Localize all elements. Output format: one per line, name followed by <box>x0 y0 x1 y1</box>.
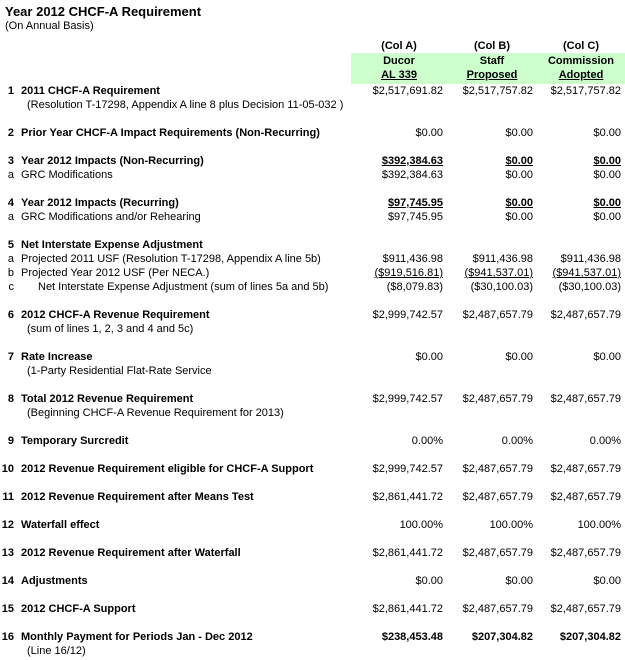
value-col-b: $0.00 <box>505 155 533 167</box>
value-col-b: $0.00 <box>505 211 533 223</box>
column-letter-row <box>0 39 625 53</box>
spacer-cell <box>16 39 351 53</box>
table-row <box>0 462 625 476</box>
row-label: Prior Year CHCF-A Impact Requirements (Non-Recurring) <box>21 127 320 139</box>
value-col-c: $0.00 <box>593 211 621 223</box>
spacer-cell <box>0 644 16 658</box>
value-col-c: $0.00 <box>593 155 621 167</box>
table-row <box>0 196 625 210</box>
table-row <box>0 350 625 364</box>
table-subrow <box>0 406 625 420</box>
table-row <box>0 574 625 588</box>
column-header-row <box>0 53 625 84</box>
table-subrow <box>0 364 625 378</box>
value-col-b: $2,487,657.79 <box>462 603 533 615</box>
row-label: Projected Year 2012 USF (Per NECA.) <box>21 267 210 279</box>
value-col-c: ($941,537.01) <box>552 267 621 279</box>
spacer-cell <box>447 644 537 658</box>
row-sublabel: (1-Party Residential Flat-Rate Service <box>27 365 212 377</box>
row-label: Year 2012 Impacts (Non-Recurring) <box>21 155 204 167</box>
col-b-header-line1: Staff <box>479 55 505 67</box>
table-row <box>0 168 625 182</box>
page-title: Year 2012 CHCF-A Requirement <box>5 4 202 19</box>
value-col-c: $911,436.98 <box>560 253 621 265</box>
spacer-cell <box>447 98 537 112</box>
row-number: 3 <box>7 155 14 167</box>
value-col-c: $0.00 <box>593 127 621 139</box>
value-col-a: $97,745.95 <box>387 197 443 209</box>
spacer-cell <box>16 53 351 84</box>
row-number: 9 <box>7 435 14 447</box>
value-col-c: $2,487,657.79 <box>550 393 621 405</box>
row-number: 7 <box>7 351 14 363</box>
spacer-cell <box>351 322 447 336</box>
value-col-a: 0.00% <box>411 435 443 447</box>
value-col-b: ($941,537.01) <box>464 267 533 279</box>
value-col-a: $2,517,691.82 <box>372 85 443 97</box>
value-col-b: $0.00 <box>505 127 533 139</box>
table-row <box>0 602 625 616</box>
row-sublabel: (sum of lines 1, 2, 3 and 4 and 5c) <box>27 323 194 335</box>
value-col-a: $392,384.63 <box>381 155 443 167</box>
value-col-c: 100.00% <box>577 519 621 531</box>
row-label: Projected 2011 USF (Resolution T-17298, Appendix A line 5b) <box>21 253 321 265</box>
spacer-cell <box>0 364 16 378</box>
value-col-a <box>351 238 447 252</box>
table-body <box>0 84 625 658</box>
row-label: 2012 CHCF-A Revenue Requirement <box>21 309 210 321</box>
table-subrow <box>0 98 625 112</box>
value-col-a: $238,453.48 <box>381 631 443 643</box>
table-row <box>0 434 625 448</box>
row-number: 1 <box>7 85 14 97</box>
page-subtitle: (On Annual Basis) <box>5 20 94 32</box>
value-col-a: ($919,516.81) <box>374 267 443 279</box>
value-col-b: $0.00 <box>505 575 533 587</box>
table-row <box>0 308 625 322</box>
value-col-c: $2,487,657.79 <box>550 603 621 615</box>
value-col-c: $0.00 <box>593 351 621 363</box>
row-number: 13 <box>1 547 14 559</box>
row-sublabel: (Beginning CHCF-A Revenue Requirement for 2013) <box>27 407 284 419</box>
value-col-c: $2,487,657.79 <box>550 491 621 503</box>
row-label: Total 2012 Revenue Requirement <box>21 393 194 405</box>
row-label: 2011 CHCF-A Requirement <box>21 85 160 97</box>
row-number: 10 <box>1 463 14 475</box>
spacer-cell <box>537 322 625 336</box>
col-c-letter: (Col C) <box>562 40 600 52</box>
value-col-b <box>447 238 537 252</box>
row-number: 6 <box>7 309 14 321</box>
value-col-a: $392,384.63 <box>381 169 443 181</box>
row-label: GRC Modifications and/or Rehearing <box>21 211 201 223</box>
col-c-header-line1: Commission <box>547 55 614 67</box>
row-label: Waterfall effect <box>21 519 100 531</box>
row-label: Monthly Payment for Periods Jan - Dec 2012 <box>21 631 253 643</box>
row-number: a <box>7 169 14 181</box>
spacer-cell <box>447 364 537 378</box>
value-col-a: $2,861,441.72 <box>372 491 443 503</box>
spacer-cell <box>0 53 16 84</box>
value-col-b: 100.00% <box>489 519 533 531</box>
table-row <box>0 518 625 532</box>
row-label: Rate Increase <box>21 351 93 363</box>
table-row <box>0 280 625 294</box>
value-col-a: $97,745.95 <box>387 211 443 223</box>
value-col-a: $2,999,742.57 <box>372 393 443 405</box>
value-col-b: $0.00 <box>505 169 533 181</box>
value-col-a: $0.00 <box>415 351 443 363</box>
table-row <box>0 546 625 560</box>
col-a-header-line2: AL 339 <box>381 69 417 81</box>
spacer-cell <box>447 322 537 336</box>
table-row <box>0 392 625 406</box>
spacer-cell <box>0 39 16 53</box>
value-col-c: $0.00 <box>593 575 621 587</box>
row-sublabel: (Resolution T-17298, Appendix A line 8 plus Decision 11-05-032 ) <box>27 99 344 111</box>
row-number: c <box>8 281 14 293</box>
value-col-b: $2,487,657.79 <box>462 393 533 405</box>
value-col-a: $2,999,742.57 <box>372 463 443 475</box>
spacer-cell <box>351 644 447 658</box>
spacer-cell <box>537 98 625 112</box>
spacer-cell <box>537 406 625 420</box>
row-number: b <box>7 267 14 279</box>
row-number: a <box>7 253 14 265</box>
value-col-c <box>537 238 625 252</box>
row-label: Year 2012 Impacts (Recurring) <box>21 197 179 209</box>
value-col-a: $0.00 <box>415 575 443 587</box>
value-col-c: $207,304.82 <box>559 631 621 643</box>
spacer-cell <box>537 644 625 658</box>
row-number: a <box>7 211 14 223</box>
value-col-a: $2,861,441.72 <box>372 547 443 559</box>
row-label: Adjustments <box>21 575 88 587</box>
value-col-c: $2,517,757.82 <box>550 85 621 97</box>
col-a-letter: (Col A) <box>381 40 417 52</box>
value-col-b: $207,304.82 <box>471 631 533 643</box>
value-col-b: $2,487,657.79 <box>462 491 533 503</box>
value-col-c: $2,487,657.79 <box>550 463 621 475</box>
table-row <box>0 238 625 252</box>
row-number: 2 <box>7 127 14 139</box>
table-row <box>0 266 625 280</box>
value-col-a: $0.00 <box>415 127 443 139</box>
table-row <box>0 84 625 98</box>
row-number: 8 <box>7 393 14 405</box>
spacer-cell <box>0 322 16 336</box>
col-c-header-line2: Adopted <box>558 69 604 81</box>
row-number: 4 <box>7 197 14 209</box>
spacer-cell <box>351 406 447 420</box>
row-number: 15 <box>1 603 14 615</box>
value-col-c: ($30,100.03) <box>558 281 621 293</box>
col-b-letter: (Col B) <box>473 40 511 52</box>
table-row <box>0 630 625 644</box>
row-label: Temporary Surcredit <box>21 435 129 447</box>
spacer-cell <box>351 98 447 112</box>
spacer-cell <box>447 406 537 420</box>
row-number: 11 <box>2 491 14 503</box>
value-col-b: 0.00% <box>501 435 533 447</box>
value-col-b: $0.00 <box>505 351 533 363</box>
spacer-cell <box>0 98 16 112</box>
value-col-a: 100.00% <box>399 519 443 531</box>
value-col-a: ($8,079.83) <box>386 281 443 293</box>
col-a-header <box>351 53 447 84</box>
value-col-a: $911,436.98 <box>382 253 443 265</box>
table-row <box>0 210 625 224</box>
row-sublabel: (Line 16/12) <box>27 645 86 657</box>
value-col-a: $2,999,742.57 <box>372 309 443 321</box>
value-col-b: $2,487,657.79 <box>462 547 533 559</box>
table-row <box>0 126 625 140</box>
value-col-c: $2,487,657.79 <box>550 547 621 559</box>
col-c-header <box>537 53 625 84</box>
table-subrow <box>0 644 625 658</box>
row-label: 2012 Revenue Requirement eligible for CHCF-A Support <box>21 463 314 475</box>
value-col-c: 0.00% <box>589 435 621 447</box>
value-col-c: $0.00 <box>593 169 621 181</box>
row-number: 16 <box>1 631 14 643</box>
row-number: 14 <box>1 575 14 587</box>
row-label: 2012 CHCF-A Support <box>21 603 136 615</box>
row-label: 2012 Revenue Requirement after Means Test <box>21 491 254 503</box>
value-col-b: $0.00 <box>505 197 533 209</box>
spacer-cell <box>537 364 625 378</box>
row-number: 5 <box>7 239 14 251</box>
col-a-header-line1: Ducor <box>383 55 415 67</box>
row-label: 2012 Revenue Requirement after Waterfall <box>21 547 241 559</box>
table-row <box>0 490 625 504</box>
value-col-c: $2,487,657.79 <box>550 309 621 321</box>
value-col-b: $911,436.98 <box>472 253 533 265</box>
table-row <box>0 252 625 266</box>
row-label: Net Interstate Expense Adjustment (sum of lines 5a and 5b) <box>38 281 329 293</box>
value-col-c: $0.00 <box>593 197 621 209</box>
row-label: GRC Modifications <box>21 169 113 181</box>
value-col-b: $2,487,657.79 <box>462 463 533 475</box>
value-col-b: ($30,100.03) <box>470 281 533 293</box>
spacer-cell <box>351 364 447 378</box>
table-subrow <box>0 322 625 336</box>
col-b-header-line2: Proposed <box>466 69 518 81</box>
table-row <box>0 154 625 168</box>
value-col-b: $2,487,657.79 <box>462 309 533 321</box>
row-number: 12 <box>1 519 14 531</box>
spacer-cell <box>0 406 16 420</box>
row-label: Net Interstate Expense Adjustment <box>21 239 203 251</box>
value-col-b: $2,517,757.82 <box>462 85 533 97</box>
value-col-a: $2,861,441.72 <box>372 603 443 615</box>
col-b-header <box>447 53 537 84</box>
